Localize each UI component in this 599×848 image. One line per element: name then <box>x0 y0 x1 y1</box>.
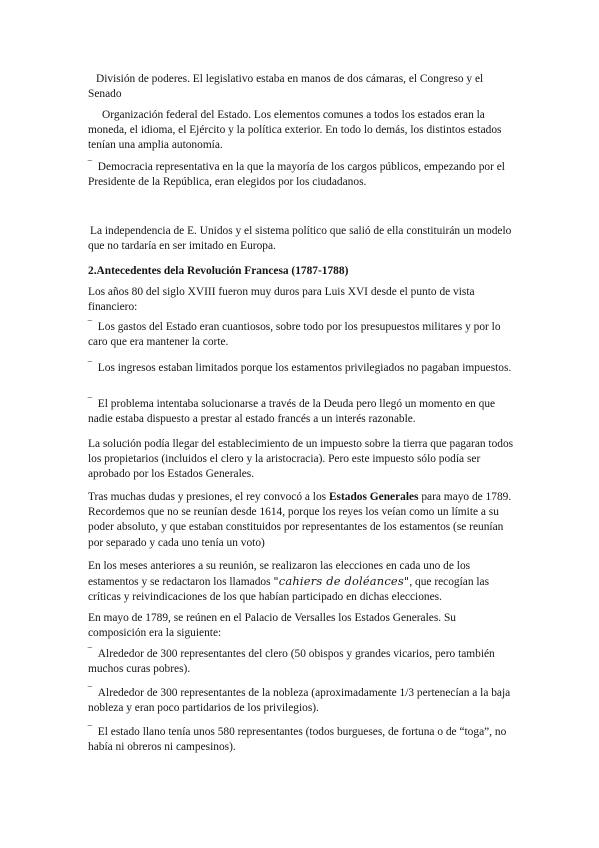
bold-term: Estados Generales <box>328 491 419 503</box>
bullet-gastos <box>88 320 516 350</box>
paragraph-text: para mayo de 1789. Recordemos que no se reunían desde 1614, porque los reyes los veían como un límite a su poder absoluto, y que estaban constituidos por representantes de los estamentos (se reunían por separado y cada uno tenía un voto) <box>88 491 512 549</box>
bullet-dash-icon: ‾ <box>88 161 92 173</box>
paragraph-organizacion-federal <box>88 108 516 154</box>
paragraph-text: Los gastos del Estado eran cuantiosos, sobre todo por los presupuestos militares y por lo caro que era mantener la corte. <box>88 321 501 349</box>
bullet-clero <box>88 647 516 677</box>
bullet-dash-icon: ‾ <box>88 362 92 374</box>
bullet-democracia <box>88 160 516 190</box>
paragraph-division-poderes <box>88 72 516 102</box>
paragraph-text: Democracia representativa en la que la mayoría de los cargos públicos, empezando por el Presidente de la República, eran elegidos por los ciudadanos. <box>88 161 505 189</box>
heading-text: 2.Antecedentes dela Revolución Francesa (1787-1788) <box>88 265 349 277</box>
bullet-dash-icon: ‾ <box>88 648 92 660</box>
bullet-ingresos <box>88 361 516 376</box>
paragraph-text: El estado llano tenía unos 580 representantes (todos burgueses, de fortuna o de “toga”, no había ni obreros ni campesinos). <box>88 726 507 754</box>
paragraph-text: Alrededor de 300 representantes del clero (50 obispos y grandes vicarios, pero también muchos curas pobres). <box>88 648 495 676</box>
bullet-dash-icon: ‾ <box>88 321 92 333</box>
bullet-dash-icon: ‾ <box>88 726 92 738</box>
paragraph-elecciones <box>88 559 516 606</box>
paragraph-text: La independencia de E. Unidos y el sistema político que salió de ella constituirán un modelo que no tardaría en ser imitado en Europa. <box>88 225 512 253</box>
section-heading <box>88 264 516 279</box>
paragraph-text: El problema intentaba solucionarse a través de la Deuda pero llegó un momento en que nadie estaba dispuesto a prestar al estado francés a un interés razonable. <box>88 398 496 426</box>
bullet-nobleza <box>88 686 516 716</box>
bullet-dash-icon: ‾ <box>88 687 92 699</box>
paragraph-solucion-impuesto <box>88 437 516 483</box>
paragraph-versalles <box>88 611 516 641</box>
paragraph-text: En los meses anteriores a su reunión, se realizaron las elecciones en cada uno de los estamentos y se redactaron los llamados <box>88 560 471 589</box>
paragraph-text: Los ingresos estaban limitados porque los estamentos privilegiados no pagaban impuestos. <box>97 362 512 374</box>
bullet-dash-icon: ‾ <box>88 398 92 410</box>
paragraph-independencia <box>88 224 516 254</box>
paragraph-convocatoria <box>88 490 516 551</box>
bullet-problema-deuda <box>88 397 516 427</box>
paragraph-text: Organización federal del Estado. Los elementos comunes a todos los estados eran la moneda, el idioma, el Ejército y la política exterior. En todo lo demás, los distintos estados tenían una amplia autonomía. <box>88 109 502 152</box>
paragraph-anos-80 <box>88 285 516 315</box>
paragraph-text: Los años 80 del siglo XVIII fueron muy duros para Luis XVI desde el punto de vista financiero: <box>88 286 475 314</box>
paragraph-text: Alrededor de 300 representantes de la nobleza (aproximadamente 1/3 pertenecían a la baja nobleza y eran poco partidarios de los privilegios). <box>88 687 511 715</box>
paragraph-text: Tras muchas dudas y presiones, el rey convocó a los <box>88 491 329 503</box>
paragraph-text: En mayo de 1789, se reúnen en el Palacio de Versalles los Estados Generales. Su composición era la siguiente: <box>88 612 456 640</box>
italic-term: "cahiers de doléances" <box>273 574 410 589</box>
paragraph-text: La solución podía llegar del establecimiento de un impuesto sobre la tierra que pagaran todos los propietarios (incluidos el clero y la aristocracia). Pero este impuesto sólo podía ser aprobado por los Estados Generales. <box>88 438 514 481</box>
bullet-estado-llano <box>88 725 516 755</box>
paragraph-text: , que recogían las críticas y reivindicaciones de los que habían participado en dichas elecciones. <box>88 576 490 604</box>
paragraph-text: División de poderes. El legislativo estaba en manos de dos cámaras, el Congreso y el Senado <box>88 73 484 101</box>
